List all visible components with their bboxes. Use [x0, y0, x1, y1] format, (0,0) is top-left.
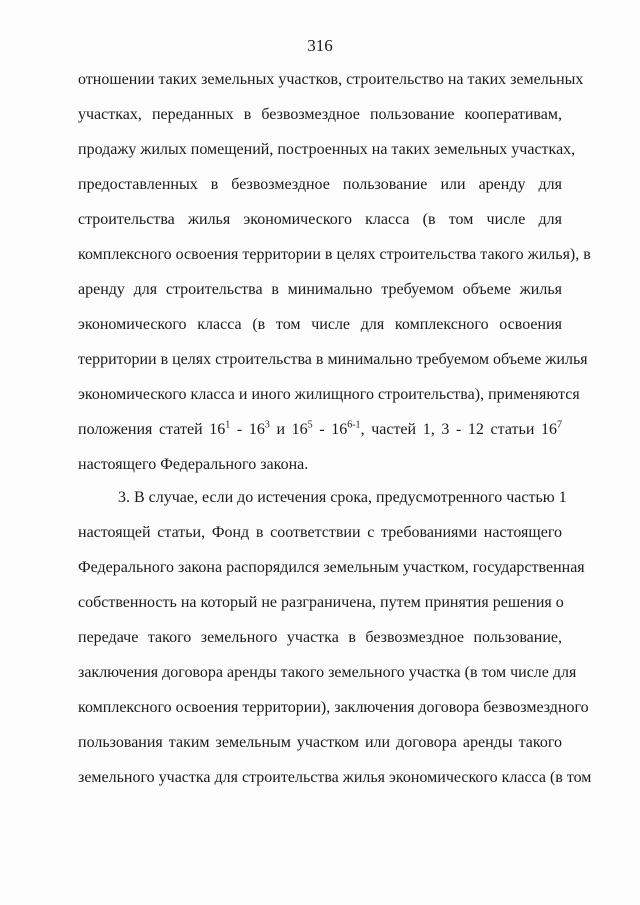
text-run: - 16	[230, 421, 265, 438]
paragraph-line: экономического класса и иного жилищного строительства), применяются	[78, 386, 580, 403]
text-run: - 16	[312, 421, 348, 438]
text-run: и 16	[269, 421, 308, 438]
paragraph-line: настоящей статьи, Фонд в соответствии с требованиями настоящего	[78, 524, 562, 541]
text-run: положения статей 16	[78, 421, 226, 438]
paragraph-line: аренду для строительства в минимально требуемом объеме жилья	[78, 281, 562, 298]
paragraph-line: предоставленных в безвозмездное пользование или аренду для	[78, 176, 562, 193]
superscript: 5	[307, 419, 313, 431]
paragraph-line: земельного участка для строительства жилья экономического класса (в том	[78, 769, 592, 786]
paragraph-line: продажу жилых помещений, построенных на таких земельных участках,	[78, 141, 576, 158]
paragraph-line: строительства жилья экономического класса (в том числе для	[78, 211, 562, 228]
paragraph-line: экономического класса (в том числе для комплексного освоения	[78, 316, 562, 333]
superscript: 7	[557, 419, 562, 431]
paragraph-line: отношении таких земельных участков, строительство на таких земельных	[78, 71, 584, 88]
paragraph-line: заключения договора аренды такого земельного участка (в том числе для	[78, 664, 577, 681]
text-run: , частей 1, 3 - 12 статьи 16	[360, 421, 557, 438]
superscript: 6-1	[347, 419, 361, 431]
paragraph-line: комплексного освоения территории в целях строительства такого жилья), в	[78, 246, 591, 263]
paragraph-line: участках, переданных в безвозмездное пользование кооперативам,	[78, 106, 562, 123]
page-number: 316	[307, 36, 333, 55]
paragraph-line: настоящего Федерального закона.	[78, 456, 309, 473]
superscript: 3	[264, 419, 270, 431]
paragraph-line: комплексного освоения территории), заключения договора безвозмездного	[78, 699, 589, 716]
paragraph-line: пользования таким земельным участком или договора аренды такого	[78, 734, 562, 751]
paragraph-line: Федерального закона распорядился земельным участком, государственная	[78, 559, 585, 576]
paragraph-line: территории в целях строительства в минимально требуемом объеме жилья	[78, 351, 588, 368]
paragraph-line: собственность на который не разграничена, путем принятия решения о	[78, 594, 564, 611]
superscript: 1	[225, 419, 231, 431]
paragraph-line-with-superscripts	[78, 420, 562, 440]
paragraph-line: 3. В случае, если до истечения срока, предусмотренного частью 1	[118, 489, 567, 506]
paragraph-line: передаче такого земельного участка в безвозмездное пользование,	[78, 629, 562, 646]
